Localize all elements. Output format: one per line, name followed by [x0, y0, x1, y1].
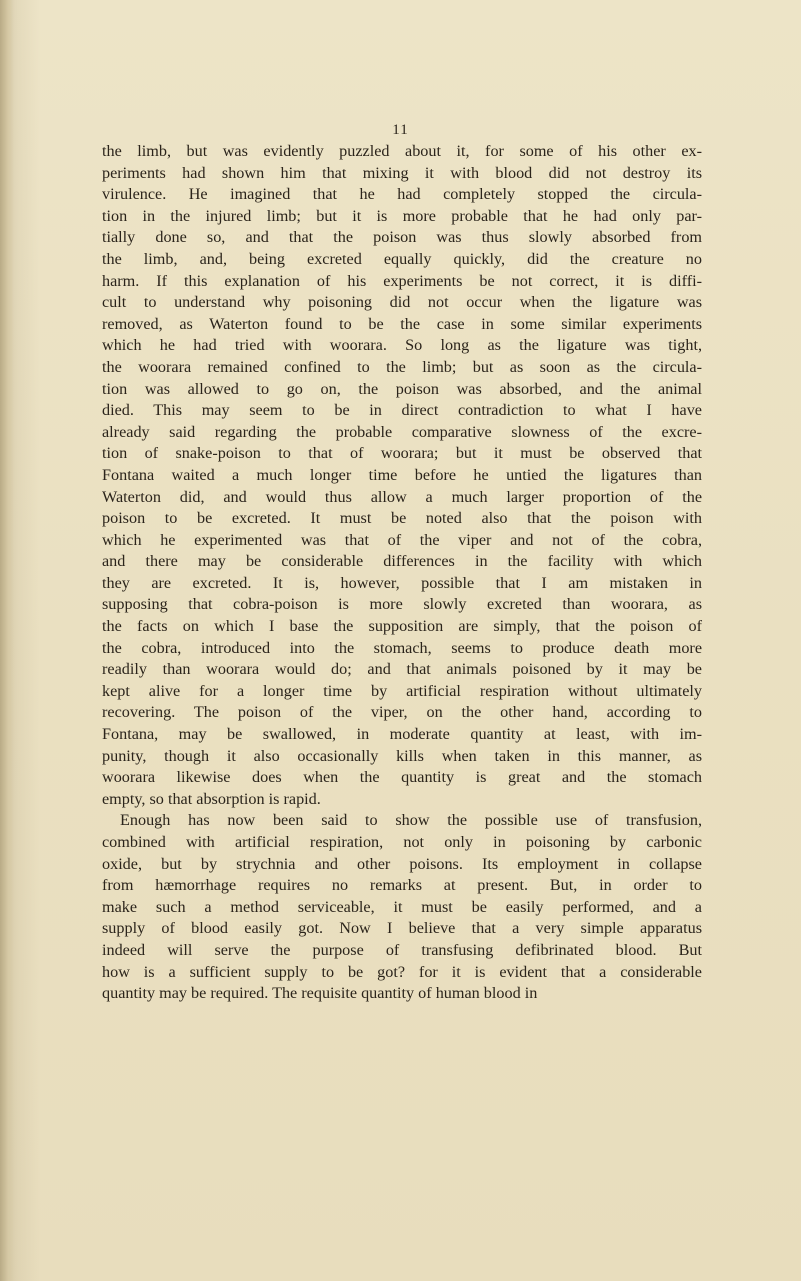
text-line: combined with artificial respiration, not only in poisoning by carbonic: [102, 833, 702, 851]
text-line: which he experimented was that of the viper and not of the cobra,: [102, 530, 702, 549]
text-line: empty, so that absorption is rapid.: [102, 789, 321, 808]
page-gutter-shadow: [0, 0, 14, 1281]
text-line: Fontana waited a much longer time before he untied the ligatures than: [102, 465, 702, 484]
text-line: poison to be excreted. It must be noted also that the poison with: [102, 509, 702, 528]
text-line: tion in the injured limb; but it is more probable that he had only par-: [102, 206, 702, 225]
text-line: woorara likewise does when the quantity is great and the stomach: [102, 768, 702, 787]
text-line: the limb, but was evidently puzzled about it, for some of his other ex-: [102, 142, 702, 160]
text-line: cult to understand why poisoning did not occur when the ligature was: [102, 293, 702, 312]
page-number: 11: [392, 122, 409, 138]
text-line: punity, though it also occasionally kills when taken in this manner, as: [102, 746, 702, 765]
text-line: the cobra, introduced into the stomach, seems to produce death more: [102, 638, 702, 657]
text-line: supply of blood easily got. Now I believe that a very simple apparatus: [102, 919, 702, 938]
text-line: readily than woorara would do; and that animals poisoned by it may be: [102, 660, 702, 679]
text-line: quantity may be required. The requisite quantity of human blood in: [102, 984, 538, 1003]
text-line: tion was allowed to go on, the poison was absorbed, and the animal: [102, 379, 702, 398]
text-line: Fontana, may be swallowed, in moderate quantity at least, with im-: [102, 725, 702, 744]
text-line: kept alive for a longer time by artificial respiration without ultimately: [102, 681, 702, 700]
text-line: tially done so, and that the poison was thus slowly absorbed from: [102, 228, 702, 247]
text-line: how is a sufficient supply to be got? for it is evident that a considerable: [102, 962, 702, 981]
text-line: tion of snake-poison to that of woorara; but it must be observed that: [102, 444, 702, 463]
text-line: supposing that cobra-poison is more slowly excreted than woorara, as: [102, 595, 702, 614]
text-line: make such a method serviceable, it must be easily performed, and a: [102, 897, 702, 916]
text-line: died. This may seem to be in direct contradiction to what I have: [102, 401, 702, 420]
body-text: [102, 141, 702, 1005]
paragraph-2: [102, 810, 702, 1004]
text-line: already said regarding the probable comparative slowness of the excre-: [102, 422, 702, 441]
text-line: and there may be considerable differences in the facility with which: [102, 552, 702, 571]
text-line: recovering. The poison of the viper, on the other hand, according to: [102, 703, 702, 722]
text-line: Enough has now been said to show the possible use of transfusion,: [120, 811, 702, 830]
paragraph-1: [102, 141, 702, 810]
text-line: virulence. He imagined that he had completely stopped the circula-: [102, 185, 702, 204]
text-line: from hæmorrhage requires no remarks at present. But, in order to: [102, 876, 702, 895]
text-line: harm. If this explanation of his experiments be not correct, it is diffi-: [102, 271, 702, 290]
text-line: they are excreted. It is, however, possible that I am mistaken in: [102, 573, 702, 592]
text-line: Waterton did, and would thus allow a much larger proportion of the: [102, 487, 702, 506]
text-line: the woorara remained confined to the limb; but as soon as the circula-: [102, 357, 702, 376]
text-line: the facts on which I base the supposition are simply, that the poison of: [102, 617, 702, 636]
text-line: periments had shown him that mixing it with blood did not destroy its: [102, 163, 702, 182]
text-line: which he had tried with woorara. So long as the ligature was tight,: [102, 336, 702, 355]
text-line: removed, as Waterton found to be the case in some similar experiments: [102, 314, 702, 333]
text-line: indeed will serve the purpose of transfusing defibrinated blood. But: [102, 940, 702, 959]
text-line: the limb, and, being excreted equally quickly, did the creature no: [102, 249, 702, 268]
text-line: oxide, but by strychnia and other poisons. Its employment in collapse: [102, 854, 702, 873]
